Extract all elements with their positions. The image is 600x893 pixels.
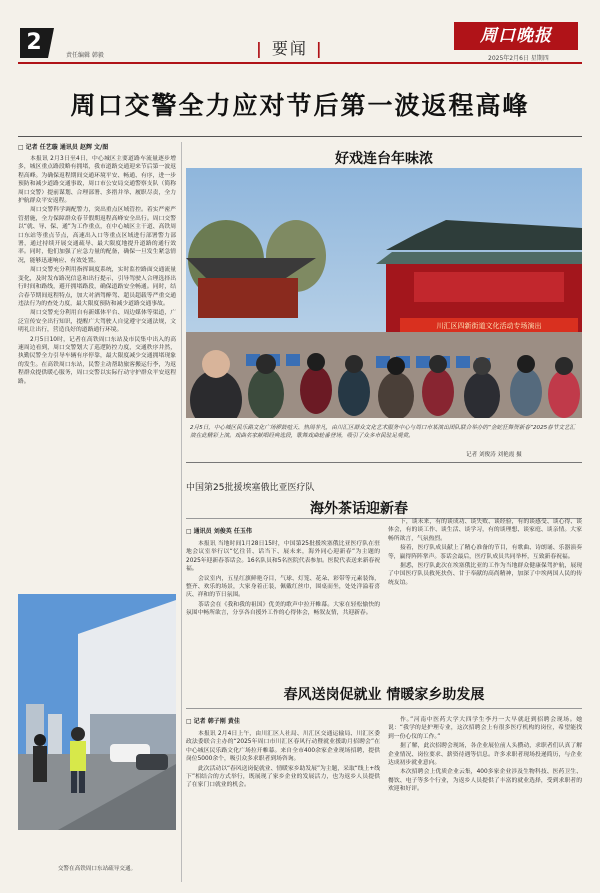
article2-paragraph: 接着，医疗队成员献上了精心准备的节目，有歌曲、诗朗诵、乐器演奏等，赢得阵阵掌声。茶话会最后，医疗队成员共同举杯，互致新春祝福。 [388, 545, 582, 560]
newspaper-logo: 周口晚报 [454, 22, 578, 50]
column-divider [181, 142, 182, 882]
article3-headline: 春风送岗促就业 情暖家乡助发展 [283, 687, 485, 703]
article2-kicker: 中国第25批援埃塞俄比亚医疗队 [186, 483, 315, 493]
masthead-rule [18, 62, 582, 64]
feature-photo-credit: 记者 刘俊涛 刘艳霞 摄 [466, 452, 522, 458]
main-byline: □ 记者 任艺璇 通讯员 赵辉 文/图 [18, 142, 176, 151]
station-scene-illustration [18, 594, 176, 830]
article2-paragraph: 下，谈未来，有的谈成功、谈失败、谈经验，有的谈感受、谈心得、谈体会，有的谈工作、谈生活、谈学习，有的谈理想、谈家庭、谈亲情。大家畅所欲言，气氛热烈。 [388, 519, 582, 542]
headline-rule [18, 136, 582, 137]
issue-date: 2025年2月6日 星期四 [488, 55, 549, 62]
article2-byline: □ 通讯员 刘俊英 任玉伟 [186, 526, 252, 535]
article2-paragraph: 会议室内，五星红旗鲜艳夺目，气球、灯笼、花朵、彩带等元素装饰，整齐、欢乐的场景，大家身着正装，佩戴红丝巾，围桌而坐，处处洋溢着喜庆、祥和的节日氛围。 [186, 575, 380, 599]
section-label: | 要闻 | [248, 36, 332, 59]
main-article-text [18, 155, 176, 386]
article3-byline: □ 记者 韩子刚 黄佳 [186, 716, 240, 725]
main-paragraph: 周口交警科学调配警力，突出重点区域管控。着实严密严管措施，全力保障群众春节假期返程高峰安全出行。周口交警以“就、导、保、通”为工作重点，在中心城区主干道、高铁周口东站等重点节点，高速出入口等重点区域进行部署警力部署，通过持续开展交通疏导、最大限度地提升道路的通行效率。同时，他们加强了应急力量的配备，确保一旦发生紧急情况，能够迅速响应、有效处置。 [18, 207, 176, 264]
article3-paragraph: 本次招聘会上优质企业云集，400多家企业涉及生物科技、医药卫生、餐饮、电子等多个行业，为返乡人员提供了丰富的就业选择，受到求职者的欢迎和好评。 [388, 769, 582, 793]
stage-performance-photo [186, 168, 582, 418]
article3-column-1 [186, 730, 380, 791]
article2-headline: 海外茶话迎新春 [310, 501, 408, 517]
article3-rule [186, 708, 582, 709]
traffic-photo-caption: 交警在高铁周口东站疏导交通。 [57, 866, 137, 872]
main-headline: 周口交警全力应对节后第一波返程高峰 [70, 91, 530, 120]
masthead [0, 0, 600, 64]
article3-paragraph: 作。”河南中医药大学大四学生李丹一大早就赶到招聘会现场。她说：“我学的是护理专业，这次招聘会上有很多医疗机构的岗位，希望能找到一份心仪的工作。” [388, 717, 582, 740]
pedestrian [33, 734, 47, 782]
page-number: 2 [20, 28, 48, 58]
feature-photo-caption: 2月5日，中心城区民乐路文化广场锣鼓喧天、热闹非凡，由川汇区群众文化艺术服务中心与周口市某演出团队联合举办的“金蛇狂舞贺新春”2025春节文艺汇演在此精彩上演。戏曲名家献唱经典选段，歌舞戏曲轮番登场，吸引了众多市民驻足观赏。 [190, 425, 576, 439]
main-paragraph: 2月5日10时，记者在高铁周口东站及市民集中出入的高速周边看到，周口交警划大了巡逻防控力度，交通秩序井然，执勤民警全力引导车辆有序停靠，最大限度减少交通拥堵现象的发生。在高铁周口东站，民警主动帮助旅客搬运行李，为返程群众提供暖心服务，周口交警以实际行动守护群众平安返程路。 [18, 336, 176, 385]
article2-paragraph: 本报讯 当地时间1月28日15时，中国第25批援埃塞俄比亚医疗队在驻地会议室举行以“忆往昔、话当下、展未来，海外同心迎新春”为主题的2025年迎新春茶话会。16名队员和5名医院代表参加。医院代表送来新春祝福。 [186, 541, 380, 573]
article2-column-1 [186, 540, 380, 619]
article2-paragraph: 据悉，医疗队此次在埃塞俄比亚的工作为当地群众健康保驾护航，展现了中国医疗队员救死扶伤、甘于奉献的高尚精神，加深了中埃两国人民的传统友谊。 [388, 563, 582, 586]
main-paragraph: 周口交警充分利用指挥调度系统，实时监控路面交通流量变化，及时发布路况信息和出行提示，引导驾驶人合理选择出行时间和路线，避开拥堵路段，确保道路安全畅通。同时，结合春节期间返程特点，加大对酒驾醉驾、超员超载等严重交通违法行为的查处力度，最大限度预防和减少道路交通事故。 [18, 267, 176, 307]
article3-paragraph: 此次活动以“春风送岗促就业、情暖家乡助发展”为主题，采取“线上+线下”相结合的方式举行，既展现了家乡企业的发展活力，也为返乡人员提供了在家门口就业的机会。 [186, 765, 380, 789]
traffic-police-photo [18, 594, 176, 830]
article2-paragraph: 茶话会在《我和我的祖国》优美的歌声中拉开帷幕。大家在轻松愉快的氛围中畅所欲言，分享各自援外工作的心得体会，畅叙友情，共迎新春。 [186, 601, 380, 617]
article3-column-2 [388, 716, 582, 795]
main-article-body [18, 142, 176, 387]
section-rule [186, 462, 582, 463]
editor-credit: 责任编辑 韩毅 [66, 52, 104, 59]
main-paragraph: 周口交警充分利用自有新媒体平台、周边媒体等渠道，广泛宣传安全出行知识，提醒广大驾驶人自觉遵守交通法规，文明礼让出行，营造良好的道路通行环境。 [18, 310, 176, 334]
article3-paragraph: 本报讯 2月4日上午，由川汇区人社局、川汇区交通运输局、川汇区委政法委联合主办的“2025年周口市川汇区春风行动暨就业援助月招聘会”在中心城区民乐路文化广场拉开帷幕。来自全市400余家企业现场招聘，提供岗位5000余个，吸引众多求职者到场咨询。 [186, 731, 380, 763]
feature-photo-title: 好戏连台年味浓 [335, 151, 433, 167]
stage-banner: 川汇区四新街道文化活动专场演出 [436, 322, 542, 330]
car [136, 754, 168, 770]
stage-scene-illustration [186, 168, 582, 418]
main-paragraph: 本报讯 2月3日至4日，中心城区主要道路车流量逐步增多，城区重点路段略有拥堵，我市道路交通迎来节后第一波返程高峰。为确保返程期间交通环境平安、畅通、有序，进一步预防和减少道路交通事故，周口市公安局交通警察支队（简称周口交警）提前谋划、合理部署、多措并举、履职尽责，全力护航群众平安返程。 [18, 156, 176, 205]
article2-column-2 [388, 518, 582, 588]
article3-paragraph: 据了解，此次招聘会现场，各企业展位前人头攒动，求职者们认真了解企业情况、岗位要求、薪资待遇等信息。许多求职者现场投递简历，与企业达成初步就业意向。 [388, 743, 582, 767]
